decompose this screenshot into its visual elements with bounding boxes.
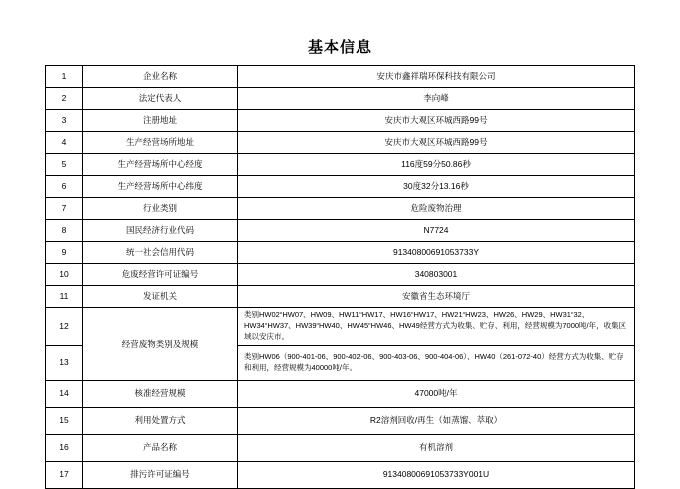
table-row <box>46 88 635 110</box>
row-index: 5 <box>46 154 83 176</box>
row-label: 行业类别 <box>83 198 238 220</box>
row-label: 企业名称 <box>83 66 238 88</box>
row-index: 7 <box>46 198 83 220</box>
row-value: 116度59分50.86秒 <box>238 154 635 176</box>
row-label: 发证机关 <box>83 286 238 308</box>
row-label: 生产经营场所中心纬度 <box>83 176 238 198</box>
table-body <box>46 66 635 489</box>
table-row <box>46 286 635 308</box>
row-label: 生产经营场所中心经度 <box>83 154 238 176</box>
row-label: 国民经济行业代码 <box>83 220 238 242</box>
row-value: 安庆市鑫祥瑞环保科技有限公司 <box>238 66 635 88</box>
row-label: 产品名称 <box>83 434 238 461</box>
row-index: 12 <box>46 308 83 346</box>
table-row <box>46 461 635 488</box>
row-index: 1 <box>46 66 83 88</box>
table-row <box>46 132 635 154</box>
row-value: 安庆市大观区环城西路99号 <box>238 132 635 154</box>
row-value: 类别HW02“HW07、HW09、HW11“HW17、HW16“HW17、HW21“HW23、HW26、HW29、HW31“32、HW34“HW37、HW39“HW40、HW45“HW46、HW49经营方式为收集、贮存、利用，经营规模为7000吨/年，收集区域以安庆市。 <box>238 308 635 346</box>
table-row <box>46 308 635 346</box>
table-row <box>46 66 635 88</box>
row-index: 11 <box>46 286 83 308</box>
row-label: 注册地址 <box>83 110 238 132</box>
table-row <box>46 110 635 132</box>
row-value: 安徽省生态环境厅 <box>238 286 635 308</box>
row-value: 30度32分13.16秒 <box>238 176 635 198</box>
row-index: 3 <box>46 110 83 132</box>
row-label: 核准经营规模 <box>83 380 238 407</box>
row-index: 8 <box>46 220 83 242</box>
row-index: 2 <box>46 88 83 110</box>
table-row <box>46 407 635 434</box>
table-row <box>46 176 635 198</box>
row-index: 6 <box>46 176 83 198</box>
page-title: 基本信息 <box>307 39 372 56</box>
row-label: 经营废物类别及规模 <box>83 308 238 381</box>
row-index: 10 <box>46 264 83 286</box>
table-row <box>46 220 635 242</box>
row-value: 91340800691053733Y001U <box>238 461 635 488</box>
row-value: 有机溶剂 <box>238 434 635 461</box>
row-label: 危废经营许可证编号 <box>83 264 238 286</box>
table-row <box>46 380 635 407</box>
row-index: 15 <box>46 407 83 434</box>
row-label: 生产经营场所地址 <box>83 132 238 154</box>
row-value: 340803001 <box>238 264 635 286</box>
row-value: 危险废物治理 <box>238 198 635 220</box>
row-label: 法定代表人 <box>83 88 238 110</box>
row-label: 利用处置方式 <box>83 407 238 434</box>
row-value: 91340800691053733Y <box>238 242 635 264</box>
table-row <box>46 242 635 264</box>
row-label: 排污许可证编号 <box>83 461 238 488</box>
row-label: 统一社会信用代码 <box>83 242 238 264</box>
table-row <box>46 198 635 220</box>
row-value: 47000吨/年 <box>238 380 635 407</box>
row-index: 14 <box>46 380 83 407</box>
row-value: N7724 <box>238 220 635 242</box>
row-index: 16 <box>46 434 83 461</box>
document-page <box>0 36 680 480</box>
row-value: R2溶剂回收/再生（如蒸馏、萃取） <box>238 407 635 434</box>
row-index: 9 <box>46 242 83 264</box>
row-value: 李向峰 <box>238 88 635 110</box>
table-row <box>46 264 635 286</box>
row-index: 17 <box>46 461 83 488</box>
row-index: 13 <box>46 345 83 380</box>
table-row <box>46 434 635 461</box>
table-row <box>46 154 635 176</box>
basic-info-table <box>45 65 635 489</box>
row-value: 类别HW06（900-401-06、900-402-06、900-403-06、900-404-06）、HW40（261-072-40）经营方式为收集、贮存和利用，经营规模为40000吨/年。 <box>238 345 635 380</box>
row-value: 安庆市大观区环城西路99号 <box>238 110 635 132</box>
row-index: 4 <box>46 132 83 154</box>
